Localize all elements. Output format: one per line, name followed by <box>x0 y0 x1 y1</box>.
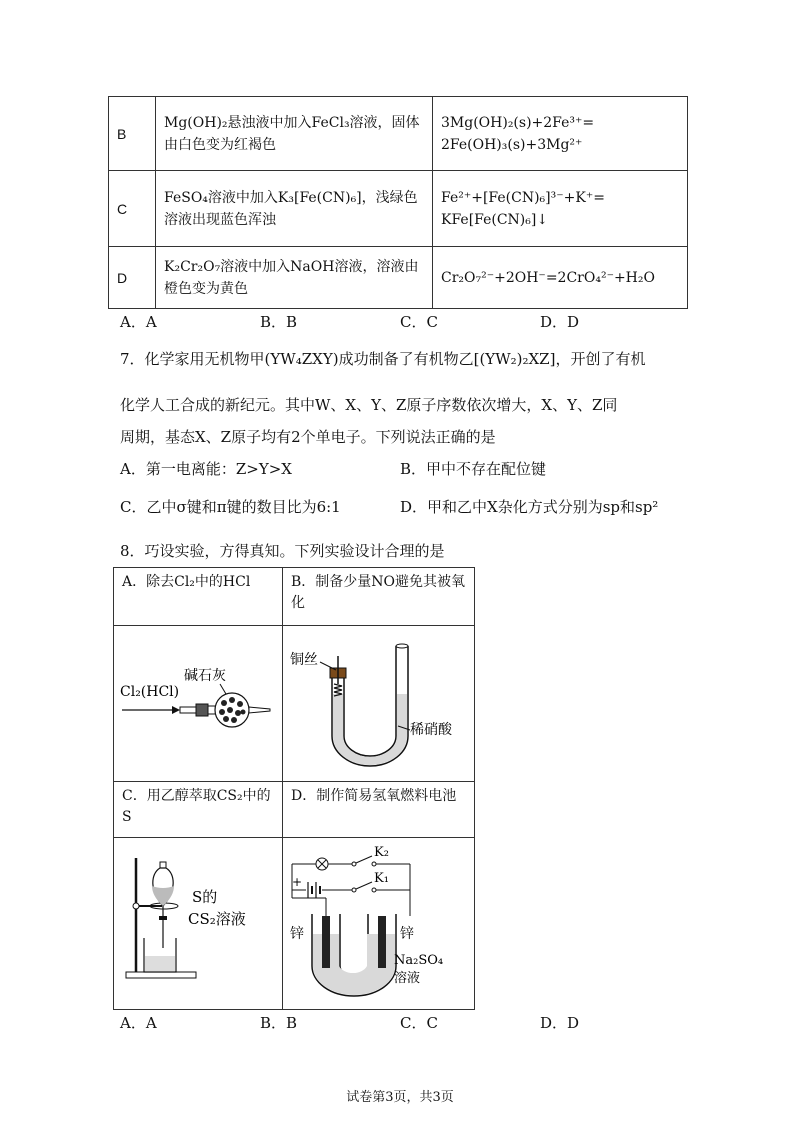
row-description: Mg(OH)₂悬浊液中加入FeCl₃溶液，固体由白色变为红褐色 <box>156 97 433 171</box>
switch-k2-label: K₂ <box>374 845 389 860</box>
q8-option-d[interactable]: D．D <box>540 1014 580 1032</box>
q8-option-a[interactable]: A．A <box>120 1014 157 1032</box>
arrow-head-icon <box>172 706 180 714</box>
solution-label-line1: S的 <box>192 888 218 906</box>
table-row <box>109 97 688 171</box>
stand-base <box>126 972 196 978</box>
funnel-stopper <box>160 862 166 868</box>
zinc-electrode-right <box>378 916 386 968</box>
zinc-electrode-left <box>322 916 330 968</box>
q6-option-c[interactable]: C．C <box>400 313 438 331</box>
q7-option-d[interactable]: D．甲和乙中X杂化方式分别为sp和sp² <box>400 498 659 516</box>
q6-option-b[interactable]: B．B <box>260 313 298 331</box>
copper-label: 铜丝 <box>290 652 318 668</box>
row-equation: Fe²⁺+[Fe(CN)₆]³⁻+K⁺= KFe[Fe(CN)₆]↓ <box>433 171 688 247</box>
solution-label-line1: Na₂SO₄ <box>394 953 444 968</box>
q7-option-a[interactable]: A．第一电离能：Z>Y>X <box>120 460 292 478</box>
switch-k2-lever[interactable] <box>356 856 372 863</box>
row-label: D <box>109 247 156 309</box>
q6-option-a[interactable]: A．A <box>120 313 157 331</box>
figure-d-fuel-cell <box>282 838 474 1010</box>
cell-b-title: B．制备少量NO避免其被氧化 <box>283 568 475 626</box>
q7-stem-line2: 化学人工合成的新纪元。其中W、X、Y、Z原子序数依次增大，X、Y、Z同 <box>120 396 618 414</box>
q7-option-c[interactable]: C．乙中σ键和π键的数目比为6:1 <box>120 498 341 516</box>
stopcock <box>159 916 167 920</box>
q7-stem-line3: 周期，基态X、Z原子均有2个单电子。下列说法正确的是 <box>120 428 496 446</box>
beaker-liquid <box>145 956 175 971</box>
switch-contact <box>372 862 376 866</box>
q8-option-c[interactable]: C．C <box>400 1014 438 1032</box>
row-label: B <box>109 97 156 171</box>
solution-label-line2: 溶液 <box>394 971 421 986</box>
switch-k1-label: K₁ <box>374 871 389 886</box>
cell-c-title: C．用乙醇萃取CS₂中的S <box>114 782 283 838</box>
page-footer: 试卷第3页，共3页 <box>346 1090 454 1105</box>
clamp-screw <box>133 903 139 909</box>
outlet-tip <box>249 707 270 713</box>
cell-d-title: D．制作简易氢氧燃料电池 <box>283 782 475 838</box>
q7-stem-line1: 7．化学家用无机物甲(YW₄ZXY)成功制备了有机物乙[(YW₂)₂XZ]，开创了有机 <box>120 350 646 368</box>
q8-stem: 8．巧设实验，方得真知。下列实验设计合理的是 <box>120 542 445 560</box>
figure-b-u-tube <box>282 626 474 780</box>
table-row <box>114 568 475 626</box>
soda-lime-label: 碱石灰 <box>184 668 226 684</box>
label-leader <box>220 684 226 694</box>
solution-label-line2: CS₂溶液 <box>188 910 246 928</box>
u-tube-inner <box>340 914 368 976</box>
tube-mouth <box>396 644 408 648</box>
row-equation: 3Mg(OH)₂(s)+2Fe³⁺= 2Fe(OH)₃(s)+3Mg²⁺ <box>433 97 688 171</box>
switch-contact <box>372 888 376 892</box>
acid-label: 稀硝酸 <box>410 722 452 738</box>
zinc-label-right: 锌 <box>400 926 414 942</box>
row-equation: Cr₂O₇²⁻+2OH⁻=2CrO₄²⁻+H₂O <box>433 247 688 309</box>
inlet-tube <box>180 707 196 713</box>
figure-c-separatory-funnel <box>114 838 280 1010</box>
row-description: K₂Cr₂O₇溶液中加入NaOH溶液，溶液由橙色变为黄色 <box>156 247 433 309</box>
gas-label: Cl₂(HCl) <box>120 684 180 700</box>
row-label: C <box>109 171 156 247</box>
q6-option-d[interactable]: D．D <box>540 313 580 331</box>
row-description: FeSO₄溶液中加入K₃[Fe(CN)₆]，浅绿色溶液出现蓝色浑浊 <box>156 171 433 247</box>
switch-k1-lever[interactable] <box>356 882 372 889</box>
battery-plus: + <box>292 875 303 889</box>
cell-a-title: A．除去Cl₂中的HCl <box>114 568 283 626</box>
q8-option-b[interactable]: B．B <box>260 1014 298 1032</box>
label-leader <box>320 662 336 670</box>
stopper <box>196 704 208 716</box>
zinc-label-left: 锌 <box>290 926 304 942</box>
table-row <box>114 782 475 838</box>
u-tube-inner <box>344 646 396 756</box>
switch-contact <box>352 888 356 892</box>
figure-a-drying-tube <box>114 626 280 780</box>
q6-table <box>108 96 688 309</box>
table-row <box>109 171 688 247</box>
q7-option-b[interactable]: B．甲中不存在配位键 <box>400 460 547 478</box>
switch-contact <box>352 862 356 866</box>
table-row <box>109 247 688 309</box>
